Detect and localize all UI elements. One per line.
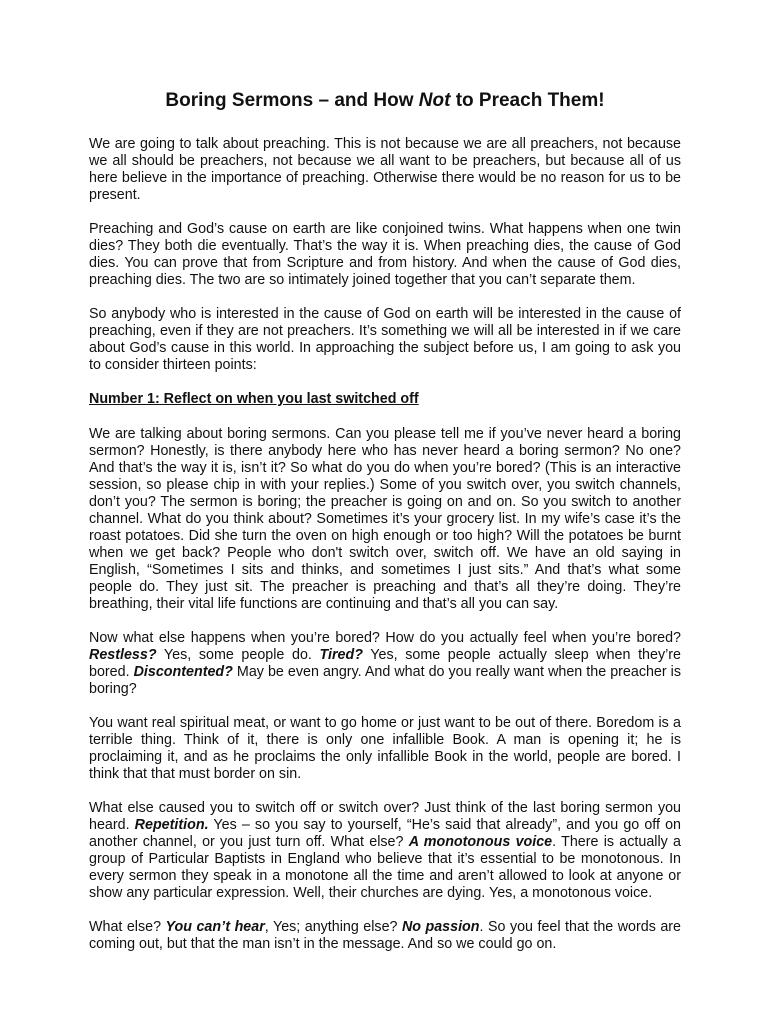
title-emphasis: Not (418, 90, 451, 111)
emphasis-cant-hear: You can’t hear (165, 919, 265, 935)
text-segment: . There is actually a group of Particular Baptists in England who believe that it’s essential to be monotonous. In every sermon they speak in a monotone all the time and aren’t allowed to look at anyone or show any particular expression. Well, their churches are dying. Yes, a monotonous voice. (89, 834, 681, 901)
paragraph-boring-sermons: We are talking about boring sermons. Can you please tell me if you’ve never heard a boring sermon? Honestly, is there anybody here who has never heard a boring sermon? No one? And that’s the way it is, isn’t it? So what do you do when you’re bored? (This is an interactive session, so please chip in with your replies.) Some of you switch over, you switch channels, don’t you? The sermon is boring; the preacher is going on and on. So you switch to another channel. What do you think about? Sometimes it’s your grocery list. In my wife’s case it’s the roast potatoes. Did she turn the oven on high enough or too high? Will the potatoes be burnt when we get back? People who don't switch over, switch off. We have an old saying in English, “Sometimes I sits and thinks, and sometimes I just sits.” And that’s what some people do. They just sit. The preacher is preaching and that’s all they’re doing. They’re breathing, their vital life functions are continuing and that’s all you can say. (89, 426, 681, 612)
paragraph-switch-off (89, 800, 681, 902)
text-segment: Yes, some people do. (156, 647, 320, 663)
paragraph-thirteen-points: So anybody who is interested in the cause of God on earth will be interested in the cause of preaching, even if they are not preachers. It’s something we will all be interested in if we care about God’s cause in this world. In approaching the subject before us, I am going to ask you to consider thirteen points: (89, 306, 681, 373)
paragraph-when-bored (89, 630, 681, 698)
emphasis-tired: Tired? (319, 647, 363, 663)
text-segment: , Yes; anything else? (264, 919, 402, 935)
text-segment: Yes – so you say to yourself, “He’s said that already”, and you go off on another channel, or you just turn off. What else? (89, 817, 682, 850)
emphasis-no-passion: No passion (401, 919, 480, 935)
document-title (89, 88, 681, 114)
emphasis-discontented: Discontented? (133, 664, 233, 680)
emphasis-monotonous-voice: A monotonous voice (408, 834, 553, 850)
emphasis-repetition: Repetition. (134, 817, 209, 833)
text-segment: What else? (89, 919, 166, 935)
paragraph-what-else (89, 919, 681, 953)
emphasis-restless: Restless? (89, 647, 157, 663)
title-part-1: Boring Sermons – and How (165, 90, 419, 111)
section-heading-number-1: Number 1: Reflect on when you last switched off (89, 391, 419, 407)
paragraph-conjoined-twins: Preaching and God’s cause on earth are like conjoined twins. What happens when one twin dies? They both die eventually. That’s the way it is. When preaching dies, the cause of God dies. You can prove that from Scripture and from history. And when the cause of God dies, preaching dies. The two are so intimately joined together that you can’t separate them. (89, 221, 681, 288)
text-segment: Yes, some people actually sleep when they’re bored. (89, 647, 681, 680)
title-part-2: to Preach Them! (450, 90, 605, 111)
text-segment: May be even angry. And what do you really want when the preacher is boring? (89, 664, 681, 697)
text-segment: Now what else happens when you’re bored? How do you actually feel when you’re bored? (89, 630, 681, 646)
paragraph-spiritual-meat: You want real spiritual meat, or want to go home or just want to be out of there. Boredom is a terrible thing. Think of it, there is only one infallible Book. A man is opening it; he is proclaiming it, and as he proclaims the only infallible Book in the world, people are bored. I think that that must border on sin. (89, 715, 681, 782)
text-segment: . So you feel that the words are coming out, but that the man isn’t in the message. And so we could go on. (89, 919, 681, 952)
text-segment: What else caused you to switch off or switch over? Just think of the last boring sermon you heard. (89, 800, 681, 833)
paragraph-intro: We are going to talk about preaching. This is not because we are all preachers, not because we all should be preachers, not because we all want to be preachers, but because all of us here believe in the importance of preaching. Otherwise there would be no reason for us to be present. (89, 136, 681, 203)
document-page (89, 88, 681, 970)
